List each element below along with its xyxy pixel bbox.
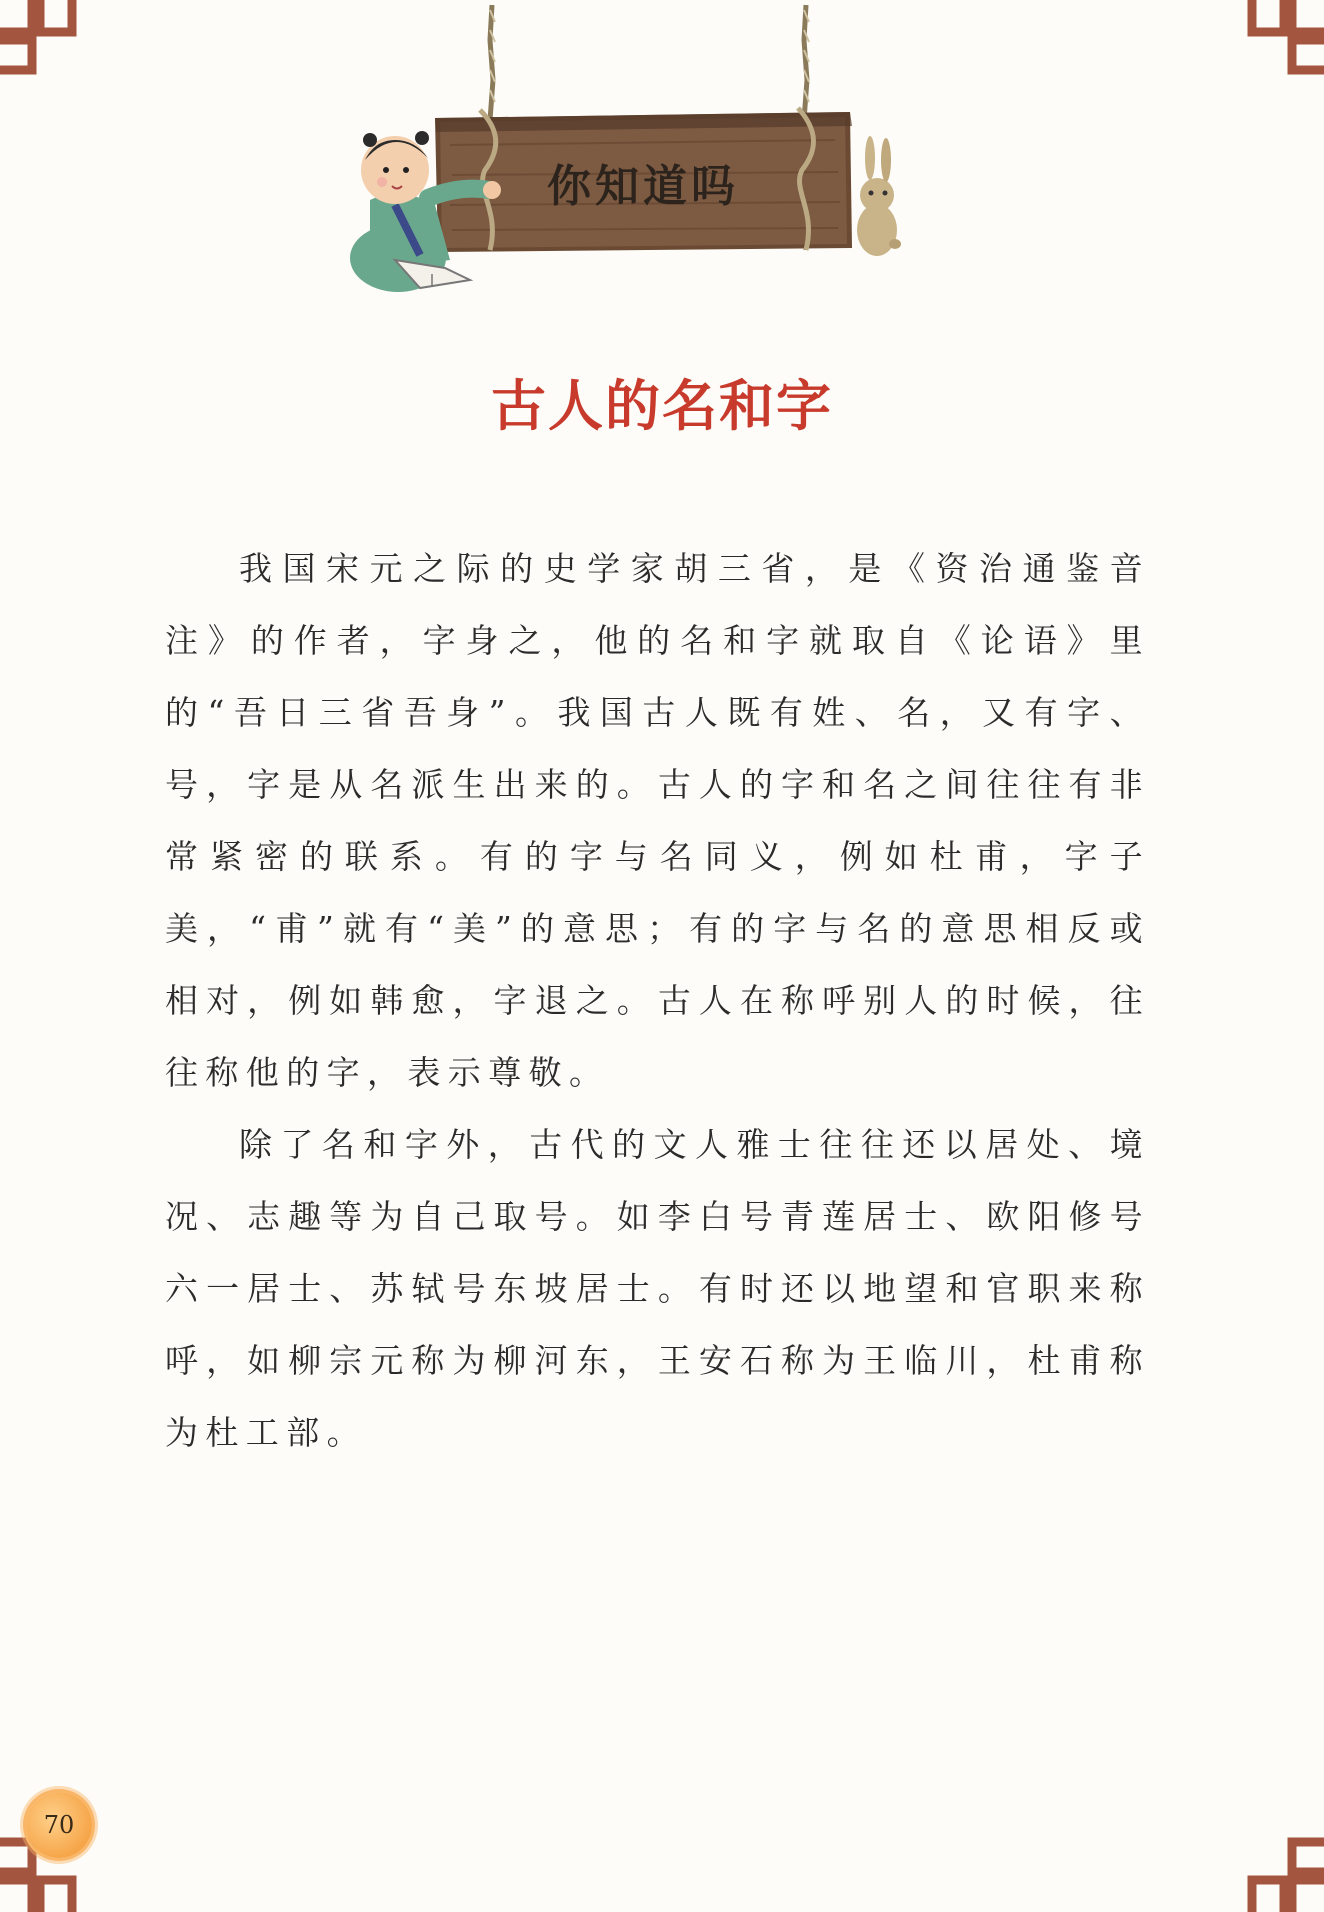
did-you-know-heading: 你知道吗 [547,161,739,212]
article-title: 古人的名和字 [490,373,833,438]
article-body [165,533,1150,1469]
article-paragraph: 我国宋元之际的史学家胡三省，是《资治通鉴音注》的作者，字身之，他的名和字就取自《论语》里的“吾日三省吾身”。我国古人既有姓、名，又有字、号，字是从名派生出来的。古人的字和名之间往往有非常紧密的联系。有的字与名同义，例如杜甫，字子美，“甫”就有“美”的意思；有的字与名的意思相反或相对，例如韩愈，字退之。古人在称呼别人的时候，往往称他的字，表示尊敬。 [165,549,1150,1092]
article-paragraph: 除了名和字外，古代的文人雅士往往还以居处、境况、志趣等为自己取号。如李白号青莲居士、欧阳修号六一居士、苏轼号东坡居士。有时还以地望和官职来称呼，如柳宗元称为柳河东，王安石称为王临川，杜甫称为杜工部。 [165,1125,1150,1452]
rabbit-icon [857,136,901,256]
corner-ornament-top-right-icon [1214,0,1324,110]
corner-ornament-bottom-right-icon [1214,1802,1324,1912]
page-number: 70 [43,1811,75,1839]
corner-ornament-top-left-icon [0,0,110,110]
page-number-badge [26,1792,92,1858]
